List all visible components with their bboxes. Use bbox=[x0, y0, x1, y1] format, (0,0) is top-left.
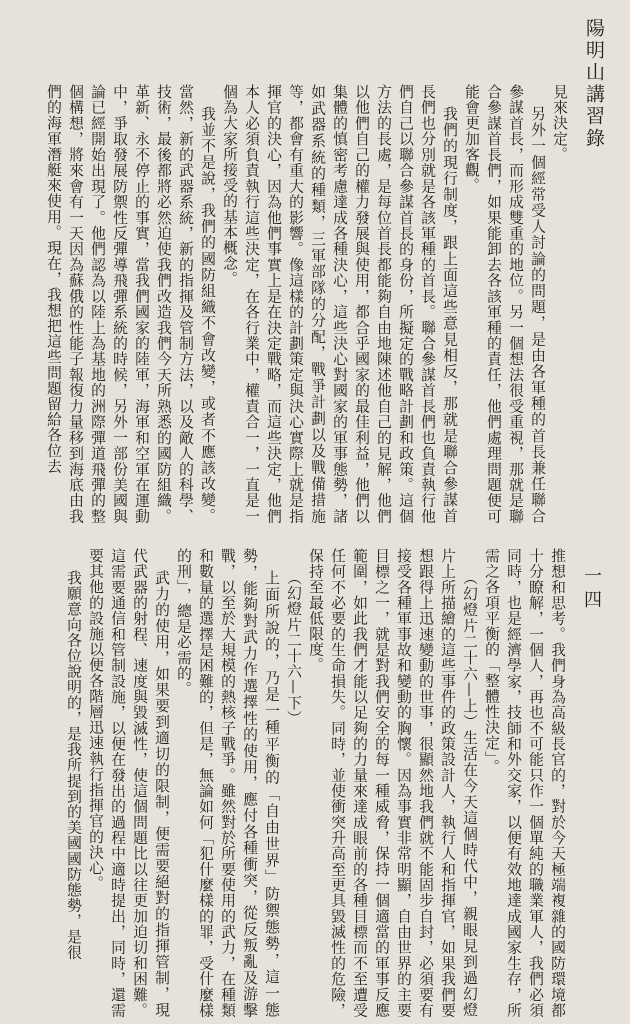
paragraph: 我並不是說，我們的國防組織不會改變，或者不應該改變。當然，新的武器系統，新的指揮及管制方法，以及敵人的科學、技術，最後都將必然迫使我們改造我們今天所熟悉的國防組織。革新、永不停止的事實，當我們國家的陸軍，海軍和空軍在運動中，爭取發展防禦性反彈導飛彈系統的時候，另外一部份美國與論已經開始出現了。他們認為以陸上為基地的洲際彈道飛彈的整個構想，將來會有一天因為蘇俄的性能子報復力量移到海底由我們的海軍潛艇來使用。現在，我想把這些問題留給各位去 bbox=[45, 84, 216, 524]
paragraph: 推想和思考。我們身為高級長官的，對於今天極端複雜的國防環境都十分瞭解，一個人，再也不可能只作一個單純的職業軍人，我們必須同時，也是經濟學家，技師和外交家，以便有效地達成國家生存，所需之各項平衡的「整體性決定」。 bbox=[483, 548, 566, 1018]
slide-caption: （幻燈片二十六—下） bbox=[285, 570, 302, 727]
paragraph: （幻燈片二十六—上）生活在今天這個時代中，親眼見到過幻燈片上所描繪的這些事件的政策設計人，執行人和指揮官，如果我們要想跟得上迅速變動的世事，很顯然地我們就不能固步自封，必須要有接受各種軍事故和變動的胸懷。因為事實非常明顯，自由世界的主要目標之一，就是對我們安全的每一種威脅，保持一個適當的軍事反應範圍，如此我們才能以足夠的力量來達成眼前的各種目標而不至遭受任何不必要的生命損失。同時，並使衝突升高至更具毀滅性的危險，保持至最低限度。 bbox=[307, 548, 478, 1018]
paragraph: 我們的現行制度，跟上面這些意見相反，那就是聯合參謀首長們也分別就是各該軍種的首長。聯合參謀首長們也負責執行他們自己以聯合參謀首長的身份，所擬定的戰略計劃和政策。這個方法的長處，是每位首長都能夠自由地陳述他自己的見解，他們以他們自己的權力發展與使用，都合乎國家的最佳利益，他們以集體的慎密考慮達成各種決心，這些決心對國家的軍事態勢，諸如武器系統的種類，三軍部隊的分配，戰爭計劃以及戰備措施等，都會有重大的影響。像這樣的計劃策定與決心實際上就是指揮官的決心，因為他們事實上是在決定戰略，而這些決定，他們本人必須負責執行這些決定，在各行業中，權責合一，一直是一個為大家所接受的基本概念。 bbox=[221, 84, 458, 524]
text-section-top bbox=[45, 84, 570, 524]
text-section-bottom bbox=[65, 548, 568, 1018]
page-number: 一四 bbox=[581, 566, 602, 614]
paragraph: 另外一個經常受人討論的問題，是由各軍種的首長兼任聯合參謀首長，而形成雙重的地位。另一個想法很受重視，那就是聯合參謀首長們，如果能卸去各該軍種的責任，他們處理問題便可能會更加客觀。 bbox=[463, 84, 546, 524]
paragraph: 武力的使用，如果要到適切的限制，便需要絕對的指揮管制，現代武器的射程、速度與毀滅性，使這個問題比以往更加迫切和困難。這需要通信和管制設施，以便在發出的過程中適時提出，同時，還需要其他的設施以便各階層迅速執行指揮官的決心。 bbox=[87, 548, 170, 1018]
paragraph: 上面所說的，乃是一種平衡的「自由世界」防禦態勢，這一態勢，能夠對武力作選擇性的使用，應付各種衝突，從反叛亂及游擊戰，以至於大規模的熱核子戰爭。雖然對於所要使用的武力，在種類和數量的選擇是困難的，但是，無論如何「犯什麼樣的罪，受什麼樣的刑」，總是必需的。 bbox=[175, 548, 280, 1018]
paragraph: 見來決定。 bbox=[551, 84, 568, 162]
paragraph: 我願意向各位說明的，是我所提到的美國國防態勢，是很 bbox=[65, 570, 82, 961]
running-title: 陽明山講習錄 bbox=[583, 18, 605, 150]
